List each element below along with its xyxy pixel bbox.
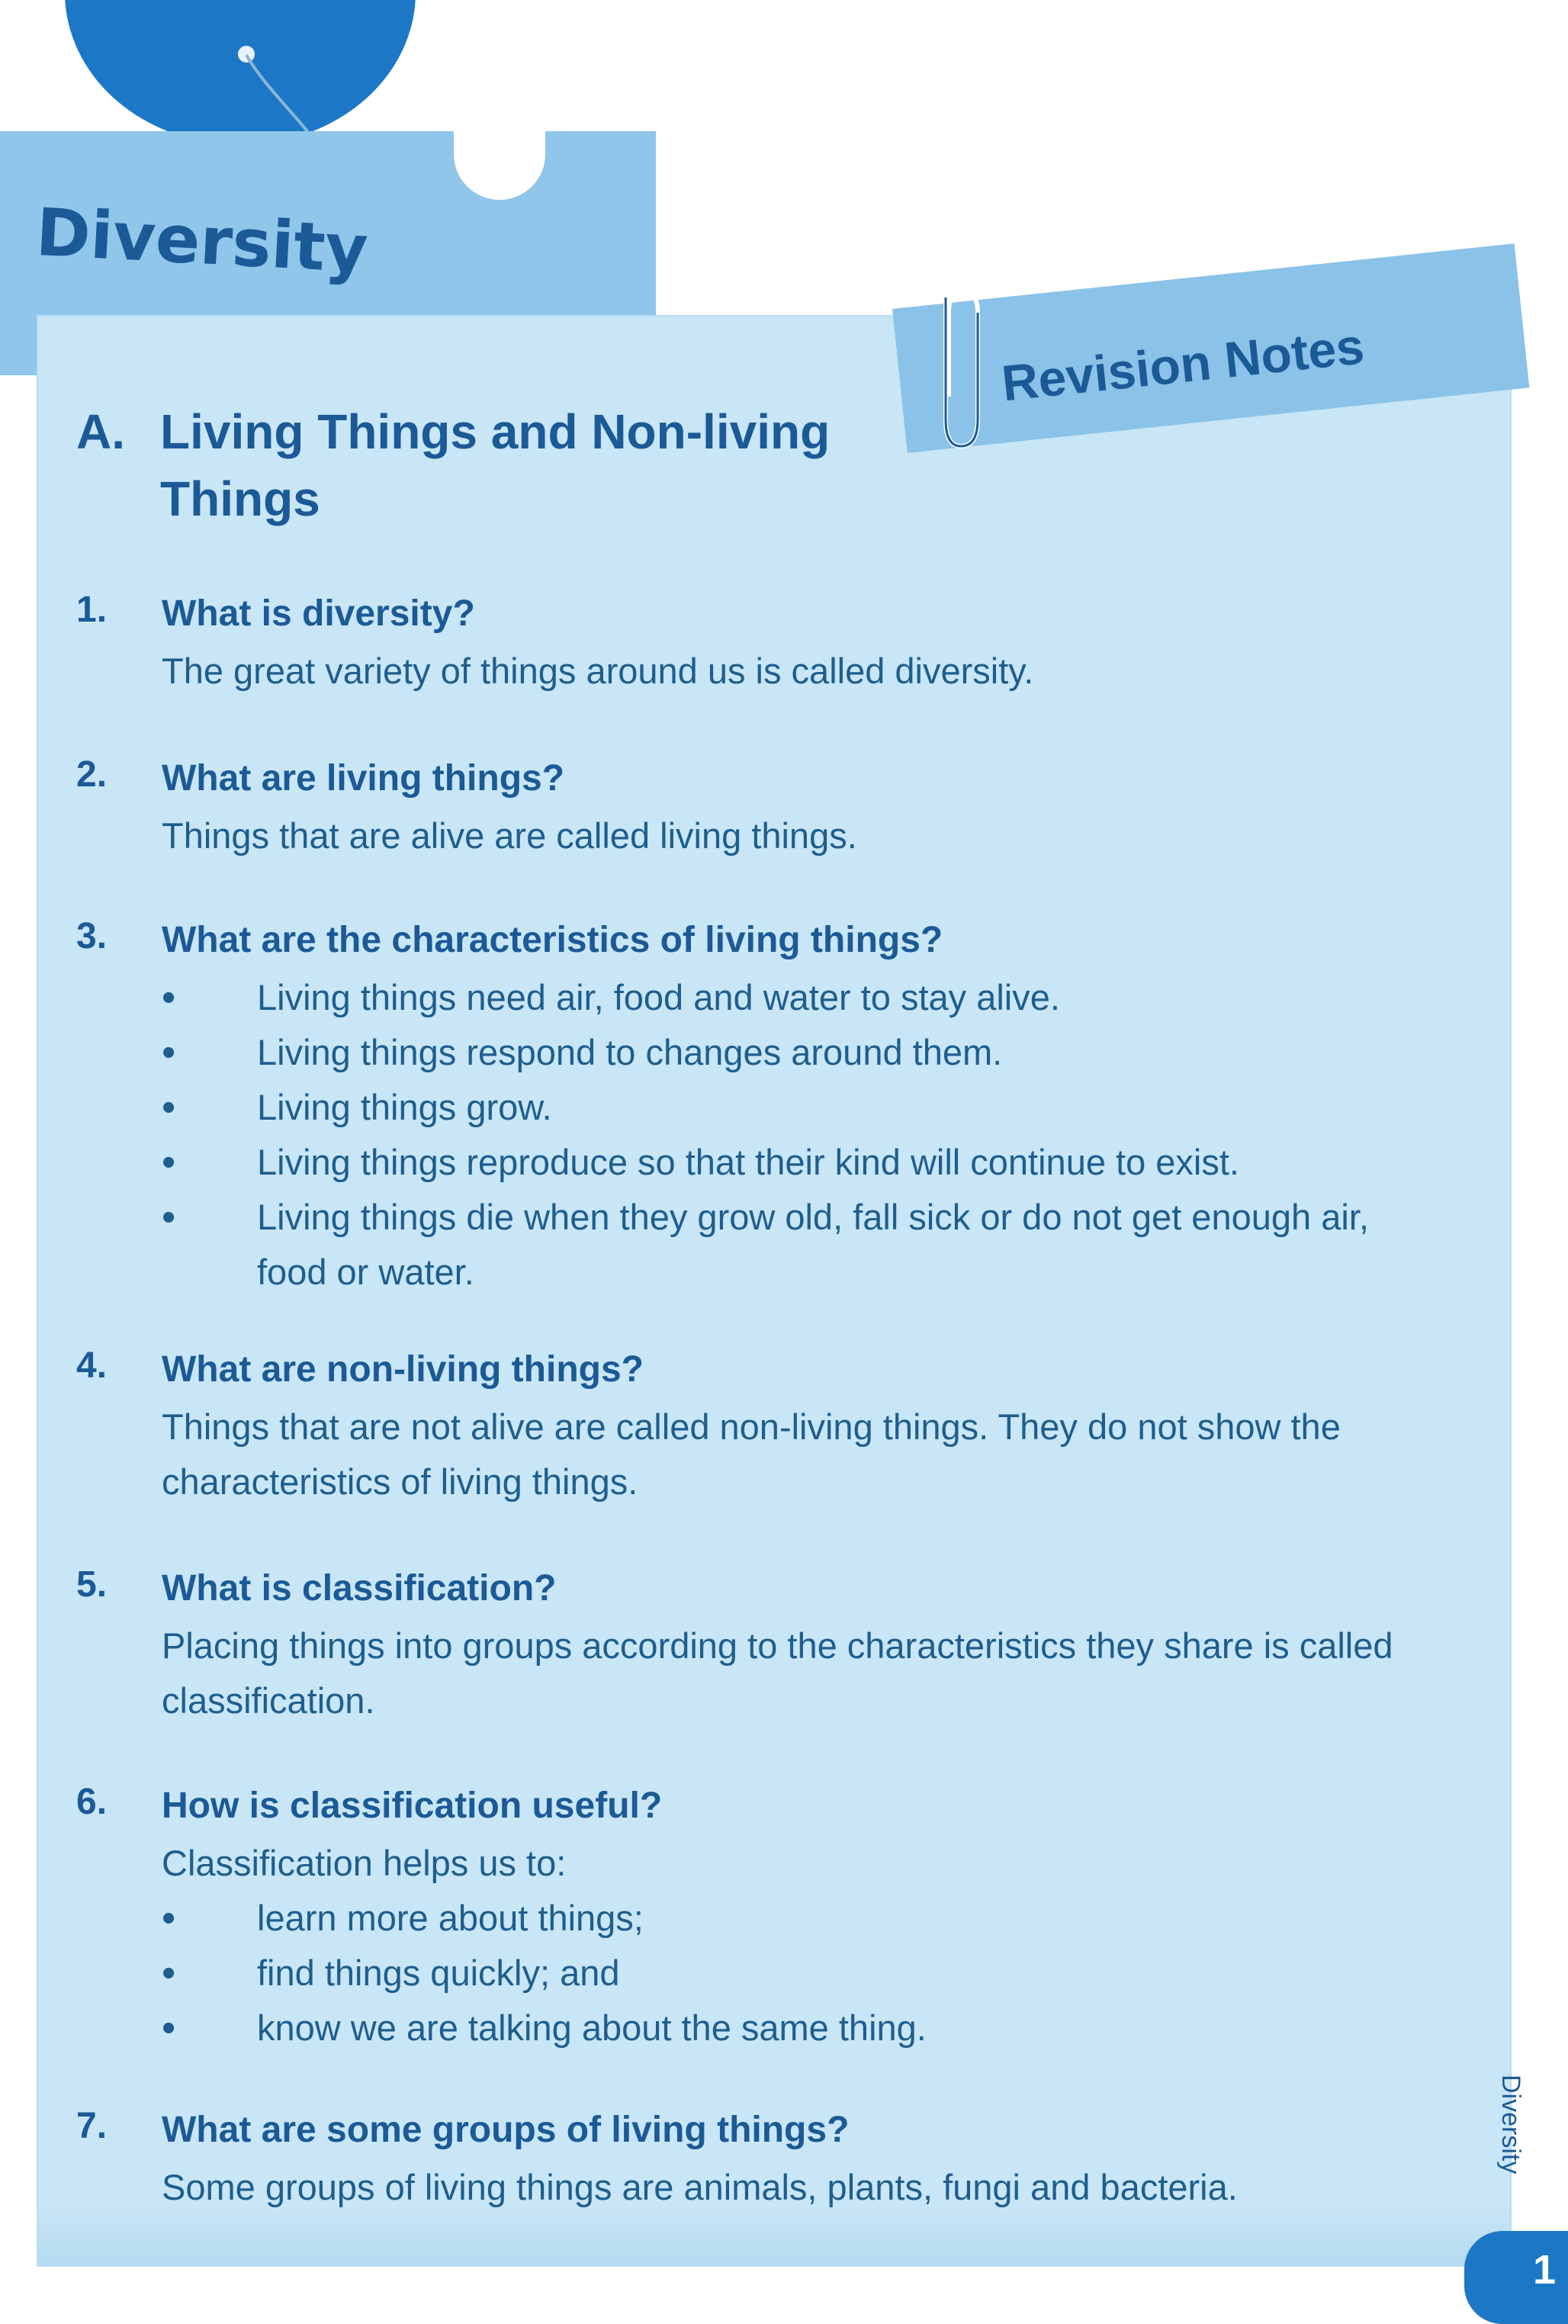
question-answer: Placing things into groups according to the characteristics they share is called classification. (162, 1625, 1393, 1721)
question-heading: What is diversity? (162, 593, 475, 634)
question-heading: What are non-living things? (162, 1349, 644, 1390)
question-number: 1. (76, 590, 108, 630)
question-number: 4. (76, 1345, 108, 1386)
question-4 (76, 1345, 1495, 1509)
side-chapter-label: Diversity (1496, 2075, 1525, 2175)
list-item: • find things quickly; and (162, 1946, 1495, 2001)
question-answer: Things that are alive are called living things. (162, 815, 857, 856)
question-answer: Classification helps us to: (162, 1843, 567, 1883)
bullet-list (162, 1891, 1495, 2056)
question-heading: What are the characteristics of living things? (162, 920, 943, 960)
question-1 (76, 589, 1495, 699)
question-heading: What is classification? (162, 1568, 557, 1609)
question-number: 7. (76, 2106, 108, 2146)
section-title-line2: Things (160, 471, 320, 526)
revision-notes-label: Revision Notes (999, 317, 1367, 412)
section-title (76, 398, 830, 532)
question-answer: The great variety of things around us is called diversity. (162, 651, 1034, 691)
list-item: • Living things respond to changes around them. (162, 1025, 1495, 1080)
question-7 (76, 2105, 1495, 2215)
question-number: 5. (76, 1564, 108, 1605)
section-letter: A. (76, 404, 125, 459)
question-2 (76, 754, 1495, 863)
list-item: • Living things need air, food and water to stay alive. (162, 970, 1495, 1025)
question-number: 3. (76, 916, 108, 956)
paper-clip-icon (923, 282, 991, 458)
list-item: • learn more about things; (162, 1891, 1495, 1946)
question-heading: What are living things? (162, 758, 565, 799)
list-item: • Living things grow. (162, 1080, 1495, 1135)
question-number: 2. (76, 754, 108, 795)
question-answer: Some groups of living things are animals, plants, fungi and bacteria. (162, 2167, 1238, 2207)
question-number: 6. (76, 1782, 108, 1822)
list-item: • Living things die when they grow old, fall sick or do not get enough air, food or water. (162, 1190, 1495, 1300)
page-number: 1 (1533, 2247, 1557, 2293)
question-answer: Things that are not alive are called non-living things. They do not show the characteristics of living things. (162, 1406, 1341, 1502)
question-heading: How is classification useful? (162, 1786, 663, 1826)
bullet-list (162, 970, 1495, 1300)
page-title: Diversity (34, 194, 370, 288)
list-item: • know we are talking about the same thing. (162, 2001, 1495, 2056)
list-item: • Living things reproduce so that their kind will continue to exist. (162, 1135, 1495, 1190)
question-3 (76, 915, 1495, 1300)
question-6 (76, 1781, 1495, 2056)
section-title-line1: Living Things and Non-living (160, 404, 831, 459)
question-5 (76, 1564, 1495, 1728)
question-heading: What are some groups of living things? (162, 2110, 850, 2150)
